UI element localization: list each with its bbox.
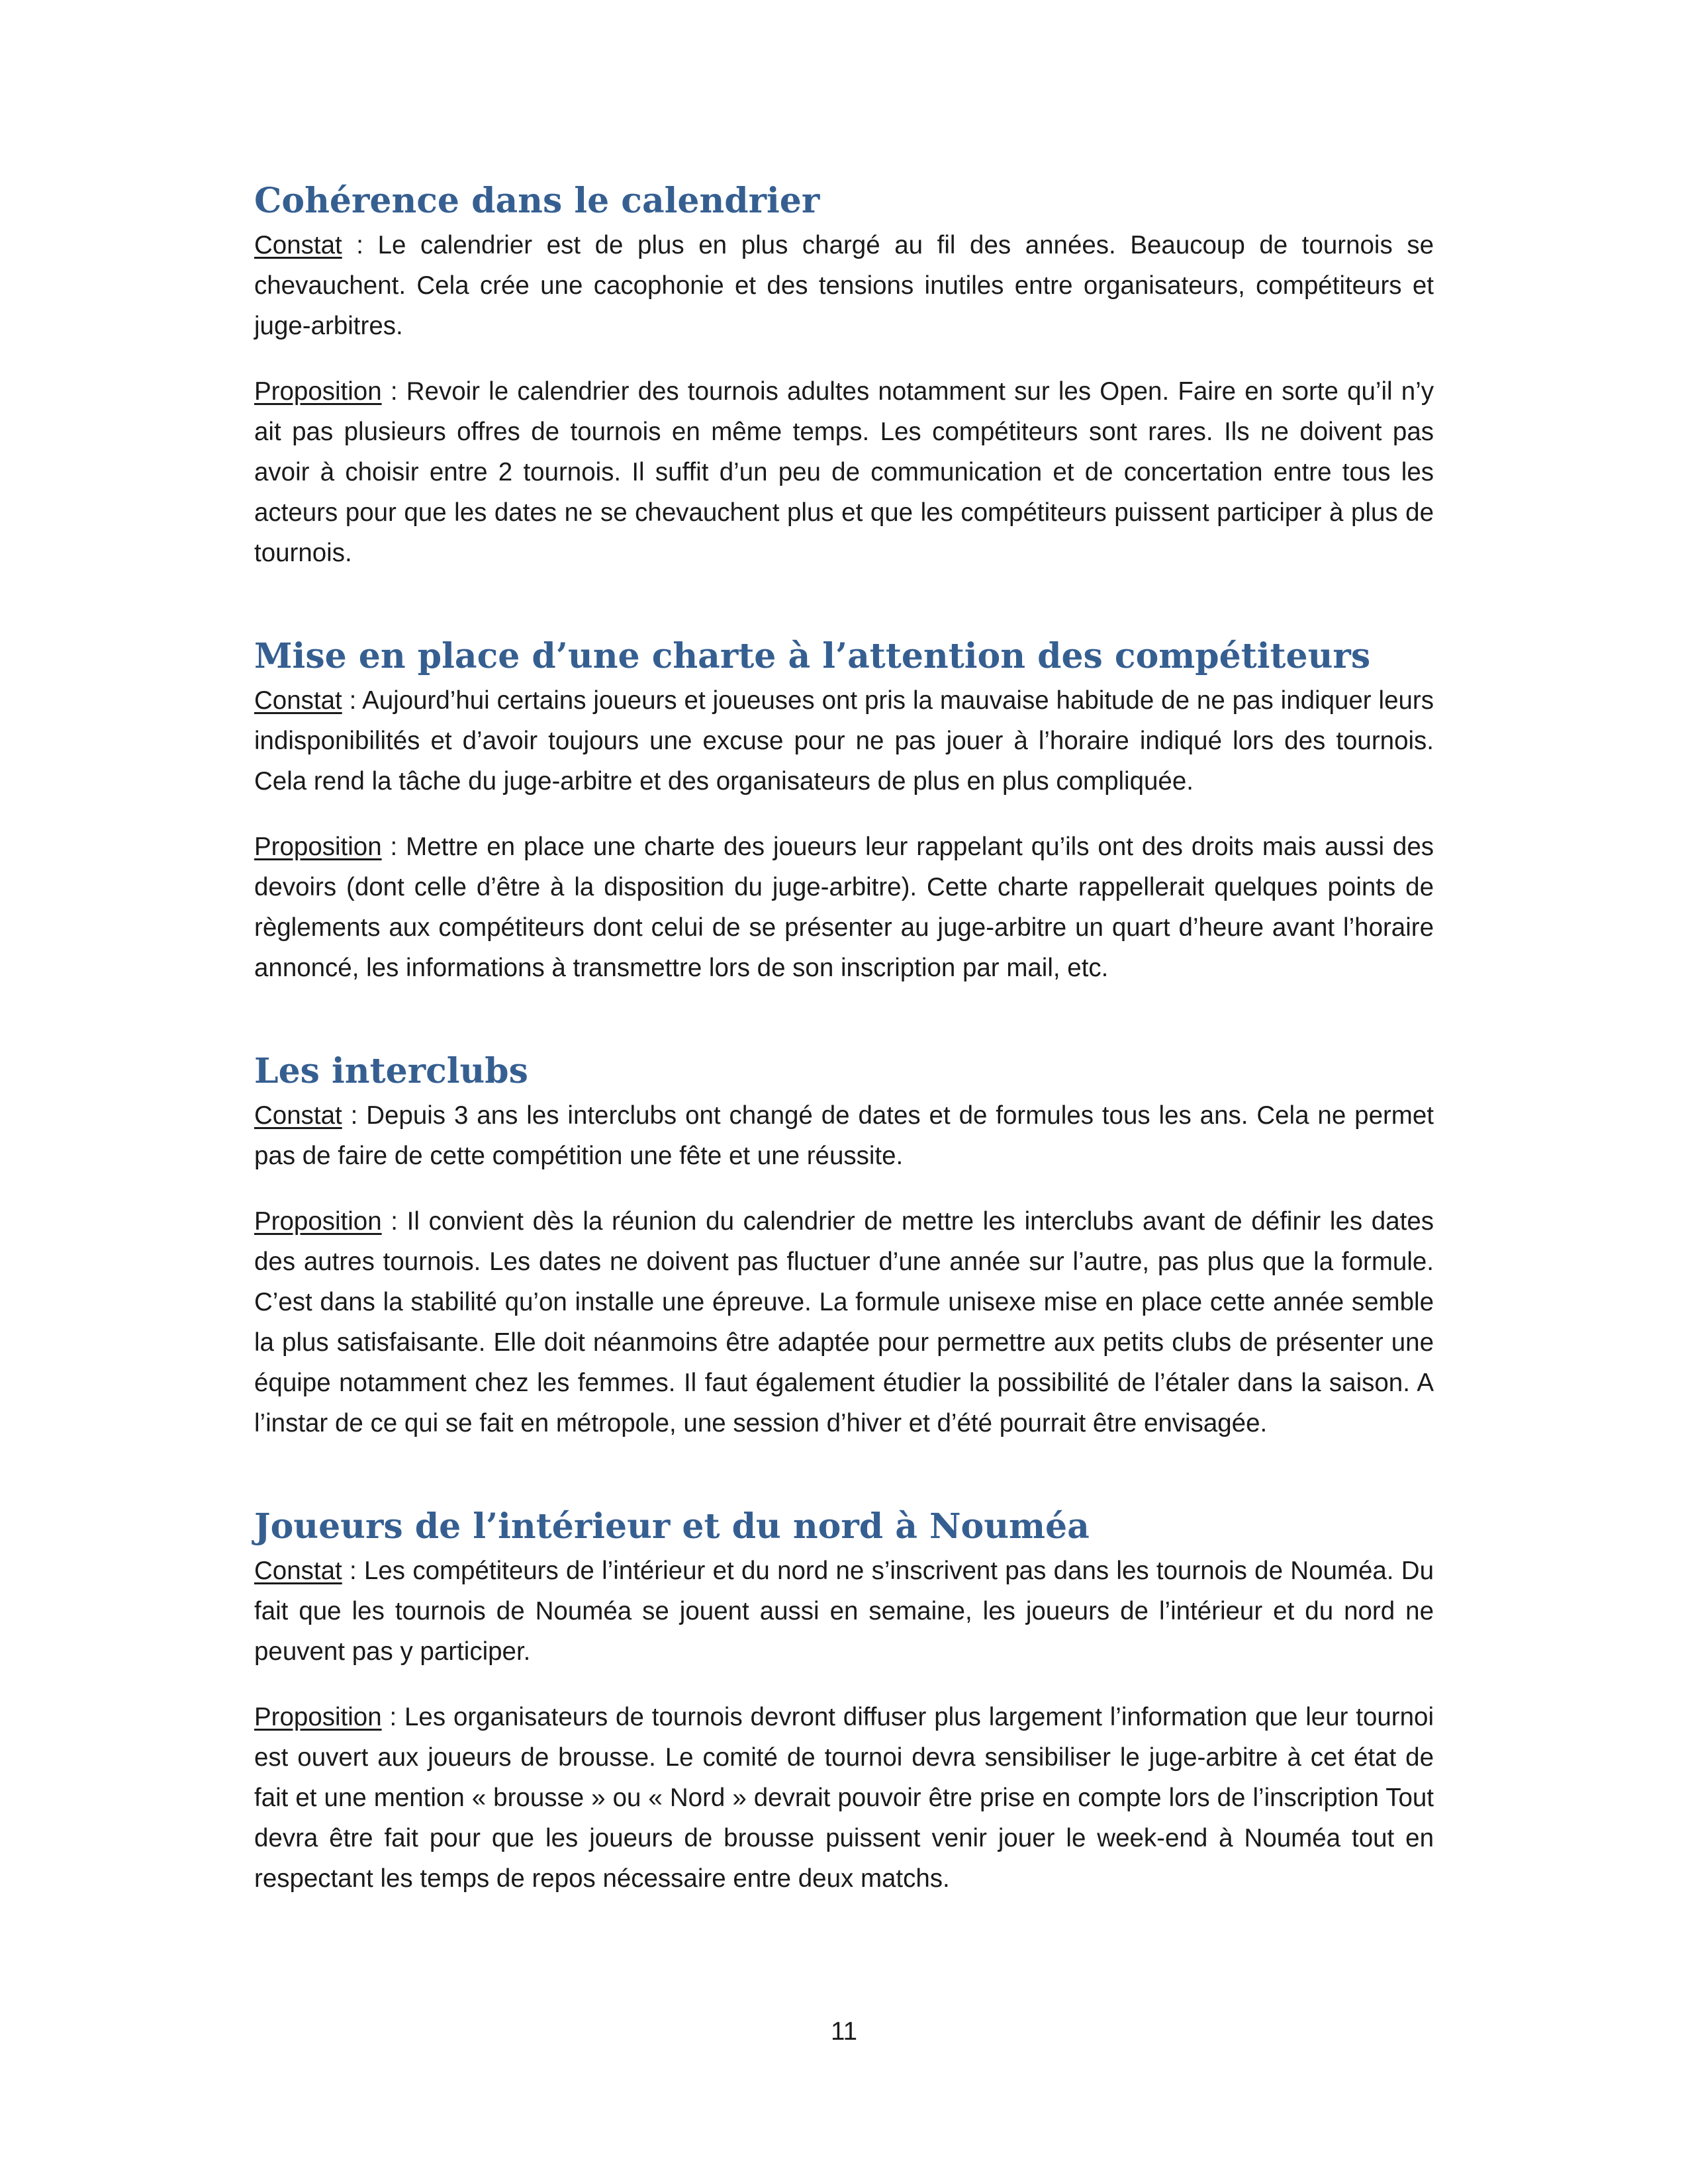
- constat-label: Constat: [254, 686, 342, 715]
- constat-paragraph: [254, 1095, 1434, 1176]
- constat-paragraph: [254, 680, 1434, 801]
- proposition-label: Proposition: [254, 833, 382, 861]
- proposition-label: Proposition: [254, 1207, 382, 1236]
- proposition-paragraph: [254, 1697, 1434, 1899]
- proposition-text: : Il convient dès la réunion du calendrier de mettre les interclubs avant de définir les dates des autres tournois. Les dates ne doivent pas fluctuer d’une année sur l’autre, pas plus que la formule. C’est dans la stabilité qu’on installe une épreuve. La formule unisexe mise en place cette année semble la plus satisfaisante. Elle doit néanmoins être adaptée pour permettre aux petits clubs de présenter une équipe notamment chez les femmes. Il faut également étudier la possibilité de l’étaler dans la saison. A l’instar de ce qui se fait en métropole, une session d’hiver et d’été pourrait être envisagée.: [254, 1207, 1434, 1437]
- constat-paragraph: [254, 1551, 1434, 1672]
- constat-text: : Le calendrier est de plus en plus chargé au fil des années. Beaucoup de tournois se chevauchent. Cela crée une cacophonie et des tensions inutiles entre organisateurs, compétiteurs et juge-arbitres.: [254, 231, 1434, 340]
- section-title: Mise en place d’une charte à l’attention des compétiteurs: [254, 636, 1371, 676]
- proposition-label: Proposition: [254, 1703, 382, 1731]
- section-calendrier: [254, 179, 1434, 573]
- section-charte: [254, 634, 1434, 988]
- constat-text: : Les compétiteurs de l’intérieur et du nord ne s’inscrivent pas dans les tournois de Nouméa. Du fait que les tournois de Nouméa se jouent aussi en semaine, les joueurs de l’intérieur et du nord ne peuvent pas y participer.: [254, 1557, 1434, 1666]
- section-title: Cohérence dans le calendrier: [254, 181, 820, 221]
- constat-label: Constat: [254, 1557, 342, 1585]
- page-content: [254, 179, 1434, 1899]
- section-joueurs-interieur: [254, 1504, 1434, 1899]
- section-interclubs: [254, 1049, 1434, 1443]
- proposition-paragraph: [254, 827, 1434, 988]
- proposition-paragraph: [254, 1201, 1434, 1443]
- proposition-text: : Mettre en place une charte des joueurs leur rappelant qu’ils ont des droits mais aussi des devoirs (dont celle d’être à la disposition du juge-arbitre). Cette charte rappellerait quelques points de règlements aux compétiteurs dont celui de se présenter au juge-arbitre un quart d’heure avant l’horaire annoncé, les informations à transmettre lors de son inscription par mail, etc.: [254, 833, 1434, 982]
- proposition-text: : Revoir le calendrier des tournois adultes notamment sur les Open. Faire en sorte qu’il n’y ait pas plusieurs offres de tournois en même temps. Les compétiteurs sont rares. Ils ne doivent pas avoir à choisir entre 2 tournois. Il suffit d’un peu de communication et de concertation entre tous les acteurs pour que les dates ne se chevauchent plus et que les compétiteurs puissent participer à plus de tournois.: [254, 377, 1434, 567]
- proposition-label: Proposition: [254, 377, 382, 406]
- constat-text: : Aujourd’hui certains joueurs et joueuses ont pris la mauvaise habitude de ne pas indiquer leurs indisponibilités et d’avoir toujours une excuse pour ne pas jouer à l’horaire indiqué lors des tournois. Cela rend la tâche du juge-arbitre et des organisateurs de plus en plus compliquée.: [254, 686, 1434, 796]
- proposition-paragraph: [254, 371, 1434, 573]
- constat-text: : Depuis 3 ans les interclubs ont changé de dates et de formules tous les ans. Cela ne permet pas de faire de cette compétition une fête et une réussite.: [254, 1101, 1434, 1170]
- constat-paragraph: [254, 225, 1434, 346]
- section-title: Joueurs de l’intérieur et du nord à Nouméa: [254, 1506, 1090, 1547]
- section-title: Les interclubs: [254, 1051, 528, 1091]
- constat-label: Constat: [254, 1101, 342, 1130]
- proposition-text: : Les organisateurs de tournois devront diffuser plus largement l’information que leur tournoi est ouvert aux joueurs de brousse. Le comité de tournoi devra sensibiliser le juge-arbitre à cet état de fait et une mention « brousse » ou « Nord » devrait pouvoir être prise en compte lors de l’inscription Tout devra être fait pour que les joueurs de brousse puissent venir jouer le week-end à Nouméa tout en respectant les temps de repos nécessaire entre deux matchs.: [254, 1703, 1434, 1893]
- page-number: 11: [831, 2017, 857, 2046]
- constat-label: Constat: [254, 231, 342, 259]
